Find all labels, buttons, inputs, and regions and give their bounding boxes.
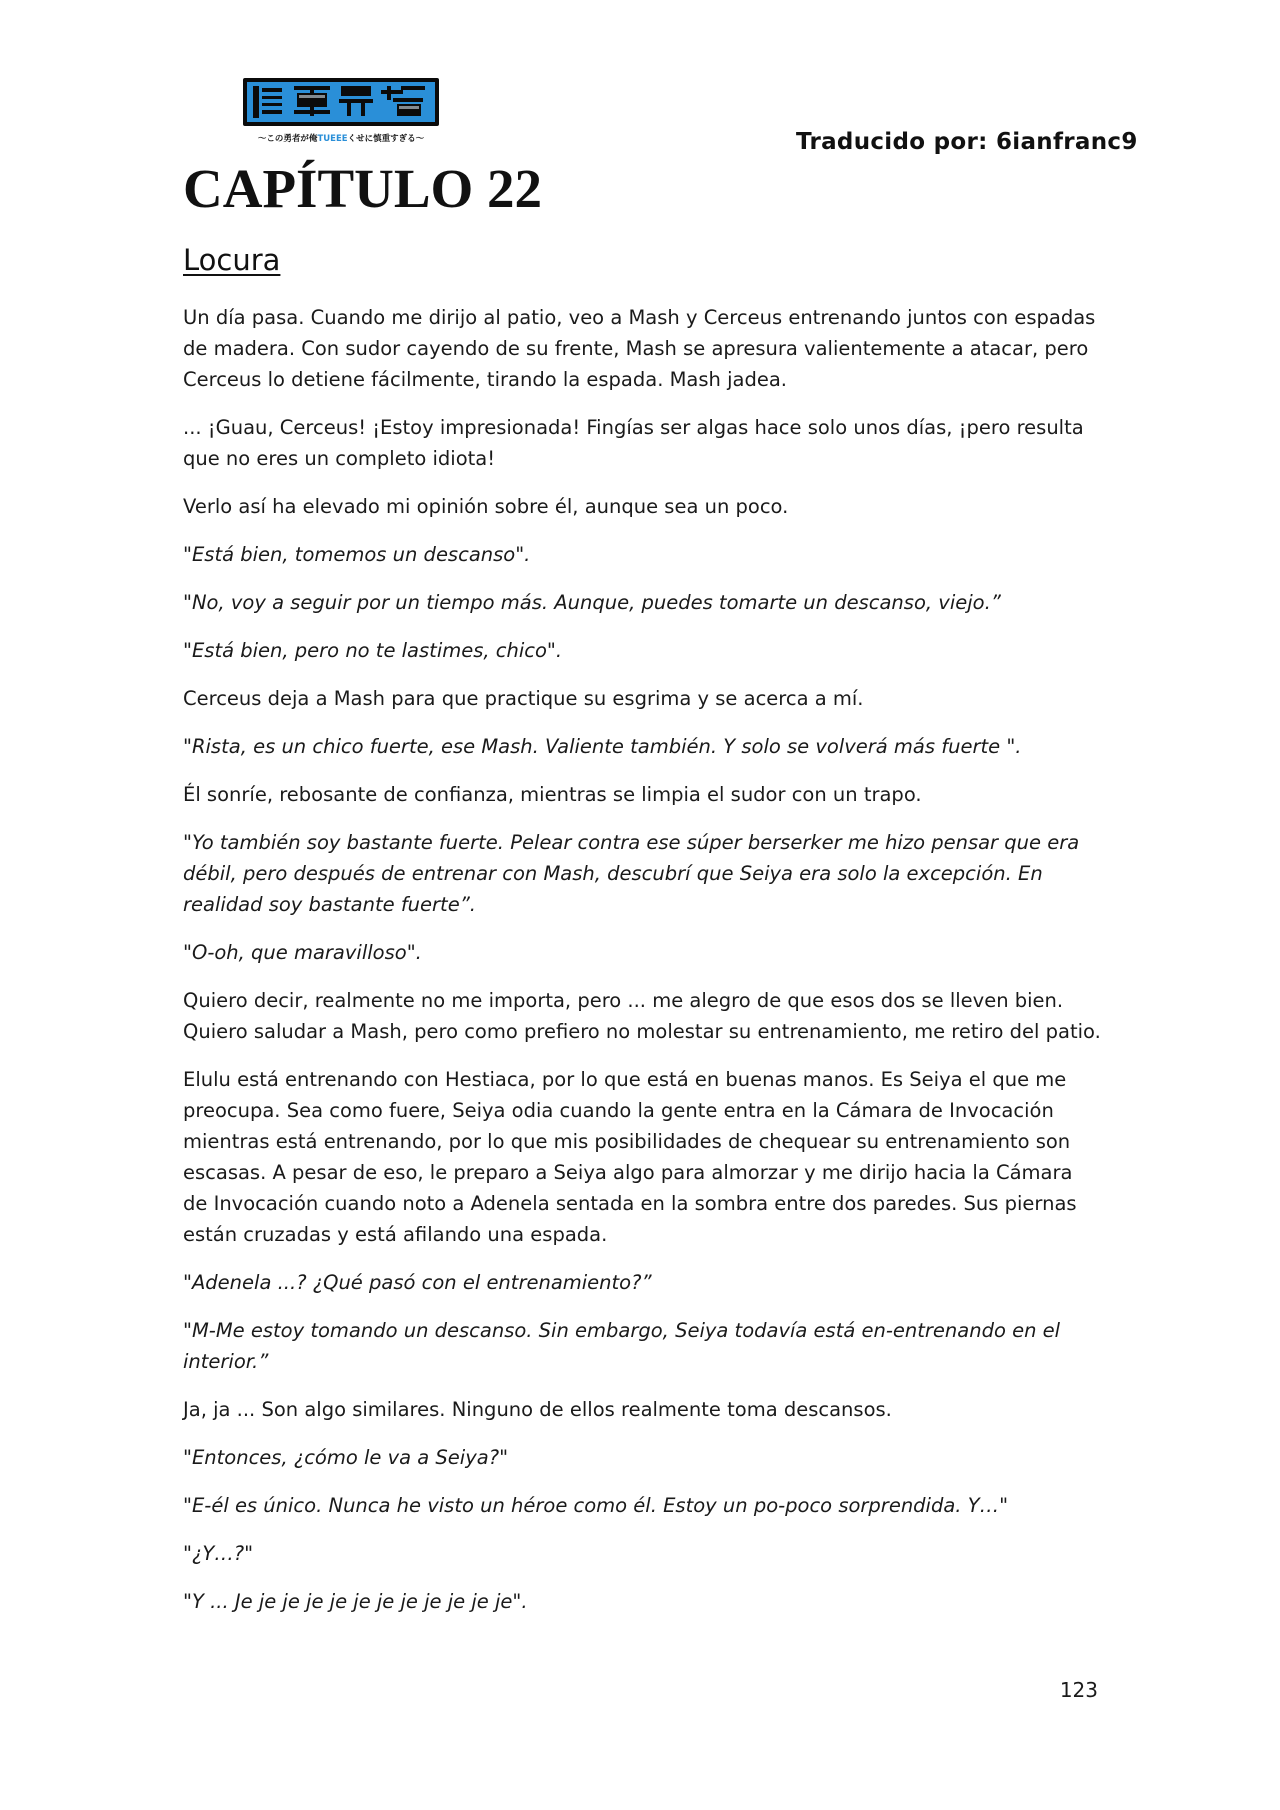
dialogue-paragraph: "O-oh, que maravilloso".	[183, 941, 422, 964]
page-number: 123	[1059, 1678, 1098, 1702]
narration-paragraph: Él sonríe, rebosante de confianza, mientras se limpia el sudor con un trapo.	[183, 783, 922, 806]
dialogue-paragraph: "Está bien, tomemos un descanso".	[183, 543, 531, 566]
chapter-body	[183, 302, 1103, 1634]
chapter-title: CAPÍTULO 22	[183, 158, 543, 219]
narration-paragraph: Un día pasa. Cuando me dirijo al patio, veo a Mash y Cerceus entrenando juntos con espadas de madera. Con sudor cayendo de su frente, Mash se apresura valientemente a atacar, pero Cerceus lo detiene fácilmente, tirando la espada. Mash jadea.	[183, 306, 1096, 391]
dialogue-paragraph: "Yo también soy bastante fuerte. Pelear contra ese súper berserker me hizo pensar que era débil, pero después de entrenar con Mash, descubrí que Seiya era solo la excepción. En realidad soy bastante fuerte”.	[183, 831, 1080, 916]
section-title: Locura	[183, 243, 281, 277]
dialogue-paragraph: "M-Me estoy tomando un descanso. Sin embargo, Seiya todavía está en-entrenando en el interior.”	[183, 1319, 1061, 1373]
dialogue-paragraph: "Entonces, ¿cómo le va a Seiya?"	[183, 1446, 509, 1469]
dialogue-paragraph: "Está bien, pero no te lastimes, chico".	[183, 639, 563, 662]
dialogue-paragraph: "Y ... Je je je je je je je je je je je je".	[183, 1590, 528, 1613]
dialogue-paragraph: "Adenela ...? ¿Qué pasó con el entrenamiento?”	[183, 1271, 652, 1294]
narration-paragraph: Verlo así ha elevado mi opinión sobre él, aunque sea un poco.	[183, 495, 789, 518]
narration-paragraph: Quiero decir, realmente no me importa, pero ... me alegro de que esos dos se lleven bien. Quiero saludar a Mash, pero como prefiero no molestar su entrenamiento, me retiro del patio.	[183, 989, 1101, 1043]
dialogue-paragraph: "Rista, es un chico fuerte, ese Mash. Valiente también. Y solo se volverá más fuerte ".	[183, 735, 1022, 758]
svg-text:〜この勇者が俺TUEEEくせに慎重すぎる〜: 〜この勇者が俺TUEEEくせに慎重すぎる〜	[257, 134, 425, 144]
translator-credit: Traducido por: 6ianfranc9	[796, 129, 1138, 155]
dialogue-paragraph: "¿Y…?"	[183, 1542, 254, 1565]
narration-paragraph: Elulu está entrenando con Hestiaca, por lo que está en buenas manos. Es Seiya el que me preocupa. Sea como fuere, Seiya odia cuando la gente entra en la Cámara de Invocación mientras está entrenando, por lo que mis posibilidades de chequear su entrenamiento son escasas. A pesar de eso, le preparo a Seiya algo para almorzar y me dirijo hacia la Cámara de Invocación cuando noto a Adenela sentada en la sombra entre dos paredes. Sus piernas están cruzadas y está afilando una espada.	[183, 1068, 1077, 1246]
dialogue-paragraph: "No, voy a seguir por un tiempo más. Aunque, puedes tomarte un descanso, viejo.”	[183, 591, 1001, 614]
series-logo-icon	[241, 74, 441, 148]
narration-paragraph: Ja, ja ... Son algo similares. Ninguno de ellos realmente toma descansos.	[183, 1398, 892, 1421]
narration-paragraph: Cerceus deja a Mash para que practique su esgrima y se acerca a mí.	[183, 687, 864, 710]
dialogue-paragraph: "E-él es único. Nunca he visto un héroe como él. Estoy un po-poco sorprendida. Y…"	[183, 1494, 1009, 1517]
narration-paragraph: ... ¡Guau, Cerceus! ¡Estoy impresionada! Fingías ser algas hace solo unos días, ¡pero resulta que no eres un completo idiota!	[183, 416, 1084, 470]
